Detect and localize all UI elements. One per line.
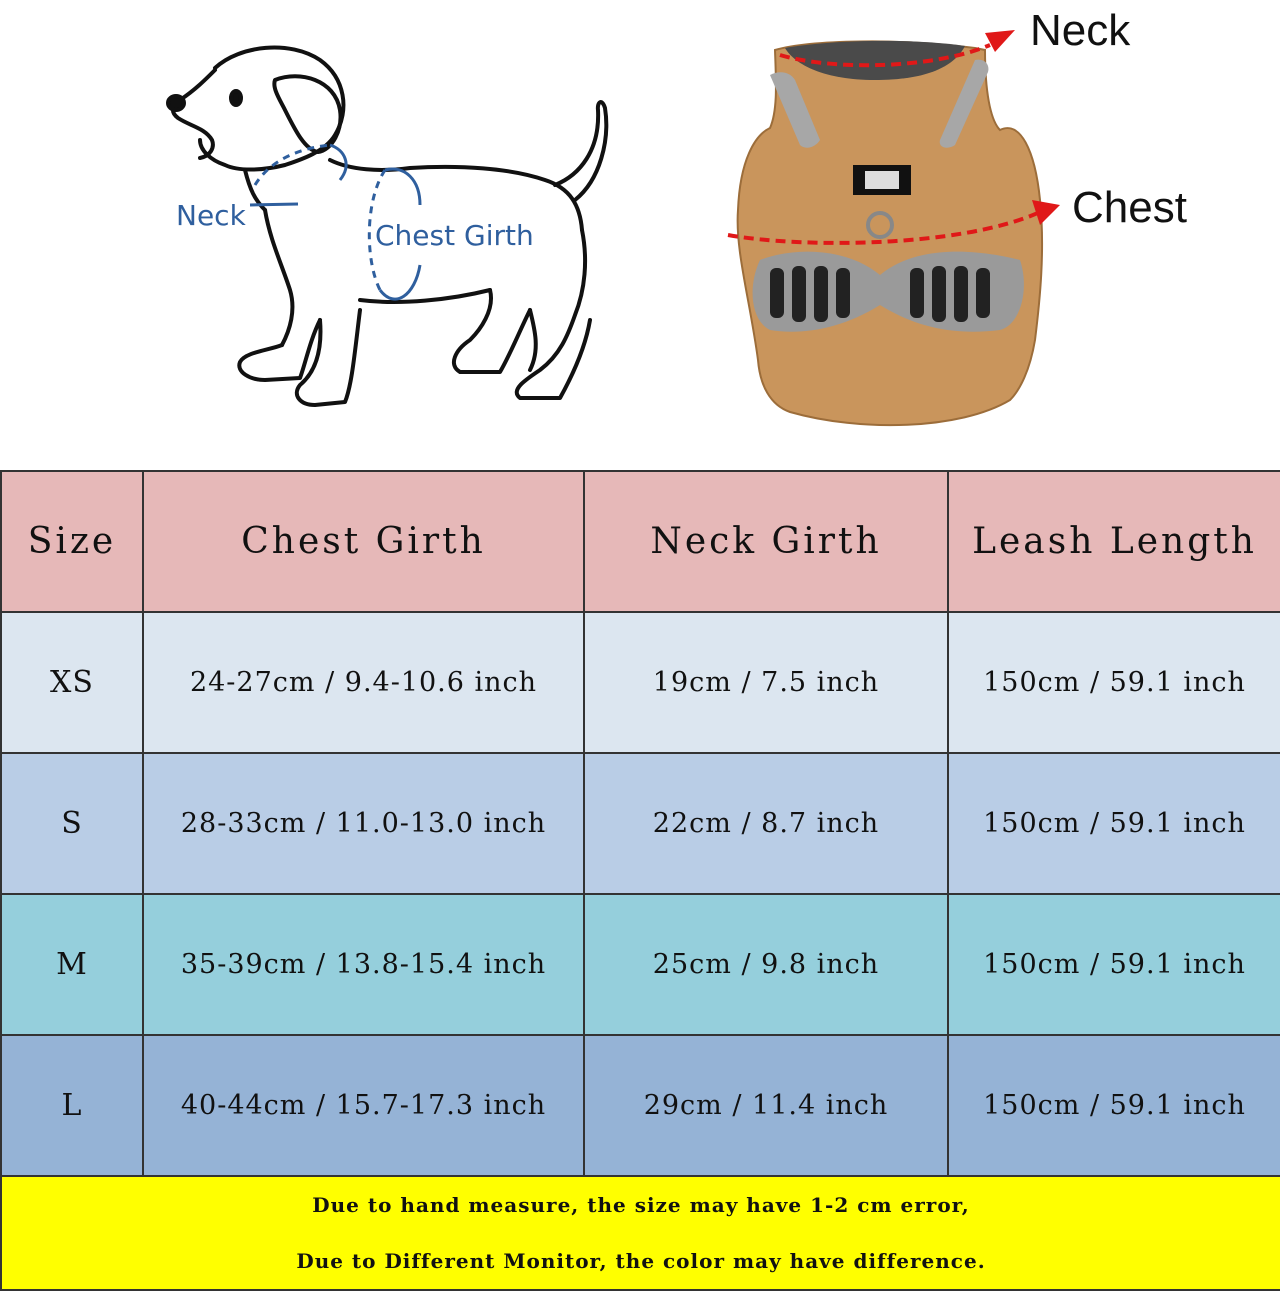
table-row xyxy=(1,612,1280,753)
size-cell: L xyxy=(1,1035,143,1176)
size-cell: S xyxy=(1,753,143,894)
size-cell: XS xyxy=(1,612,143,753)
leash-cell: 150cm / 59.1 inch xyxy=(948,1035,1280,1176)
vest-image xyxy=(738,41,1042,425)
table-row xyxy=(1,753,1280,894)
header-neck-girth: Neck Girth xyxy=(584,471,948,612)
disclaimer-note xyxy=(1,1176,1280,1290)
chest-cell: 35-39cm / 13.8-15.4 inch xyxy=(143,894,584,1035)
header-size: Size xyxy=(1,471,143,612)
note-row xyxy=(1,1176,1280,1290)
chest-cell: 40-44cm / 15.7-17.3 inch xyxy=(143,1035,584,1176)
header-leash-length: Leash Length xyxy=(948,471,1280,612)
neck-cell: 29cm / 11.4 inch xyxy=(584,1035,948,1176)
chest-cell: 28-33cm / 11.0-13.0 inch xyxy=(143,753,584,894)
measurement-illustration xyxy=(0,0,1280,470)
header-row xyxy=(1,471,1280,612)
dog-chest-girth-label: Chest Girth xyxy=(375,219,534,252)
header-chest-girth: Chest Girth xyxy=(143,471,584,612)
neck-cell: 22cm / 8.7 inch xyxy=(584,753,948,894)
size-cell: M xyxy=(1,894,143,1035)
note-line-monitor: Due to Different Monitor, the color may have difference. xyxy=(296,1249,986,1273)
chest-cell: 24-27cm / 9.4-10.6 inch xyxy=(143,612,584,753)
neck-cell: 19cm / 7.5 inch xyxy=(584,612,948,753)
leash-cell: 150cm / 59.1 inch xyxy=(948,894,1280,1035)
note-line-measure: Due to hand measure, the size may have 1-2 cm error, xyxy=(312,1193,970,1217)
table-row xyxy=(1,894,1280,1035)
leash-cell: 150cm / 59.1 inch xyxy=(948,612,1280,753)
leash-cell: 150cm / 59.1 inch xyxy=(948,753,1280,894)
vest-chest-label: Chest xyxy=(1072,183,1187,232)
table-row xyxy=(1,1035,1280,1176)
dog-neck-label: Neck xyxy=(176,199,246,232)
neck-cell: 25cm / 9.8 inch xyxy=(584,894,948,1035)
size-chart-table xyxy=(0,470,1280,1291)
vest-neck-label: Neck xyxy=(1030,6,1131,55)
